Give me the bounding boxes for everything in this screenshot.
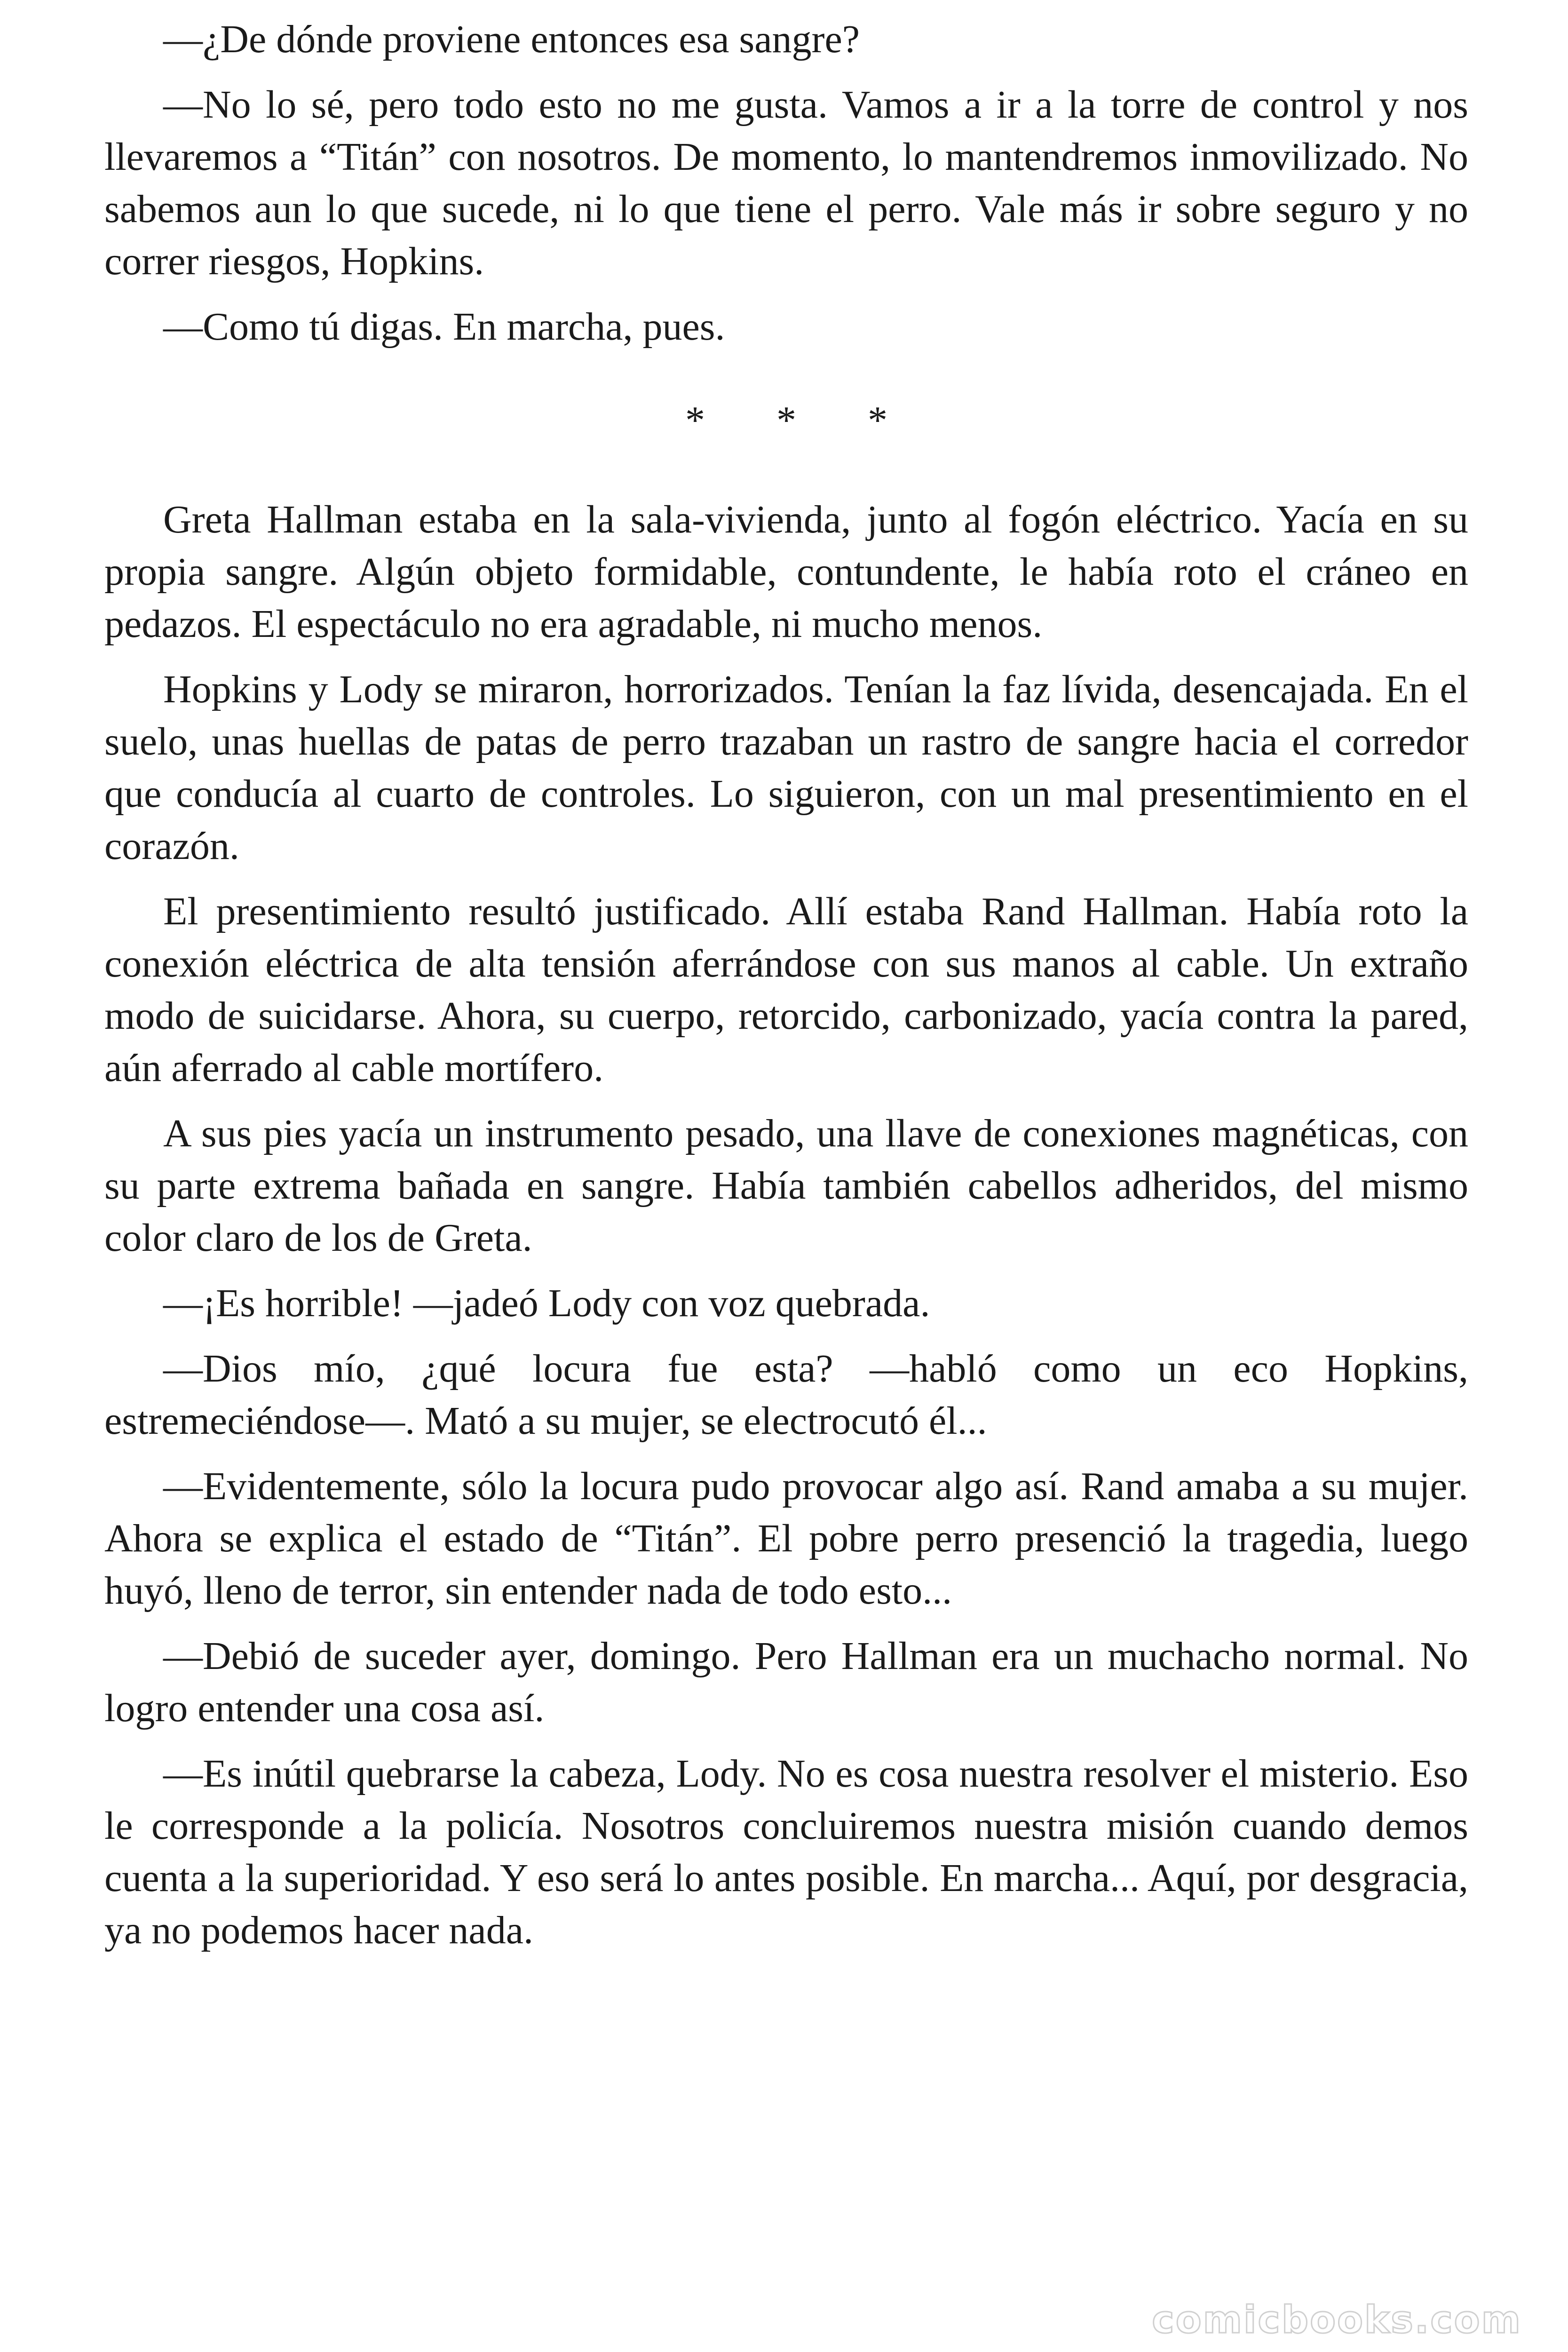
- page-body-text: [104, 13, 1468, 1970]
- paragraph: —Debió de suceder ayer, domingo. Pero Hallman era un muchacho normal. No logro entender una cosa así.: [104, 1634, 1468, 1730]
- paragraph: Hopkins y Lody se miraron, horrorizados. Tenían la faz lívida, desencajada. En el suelo, unas huellas de patas de perro trazaban un rastro de sangre hacia el corredor que conducía al cuarto de controles. Lo siguieron, con un mal presentimiento en el corazón.: [104, 667, 1468, 868]
- paragraph: —Como tú digas. En marcha, pues.: [163, 305, 725, 349]
- paragraph: —Es inútil quebrarse la cabeza, Lody. No es cosa nuestra resolver el misterio. Eso le corresponde a la policía. Nosotros concluiremos nuestra misión cuando demos cuenta a la superioridad. Y eso será lo antes posible. En marcha... Aquí, por desgracia, ya no podemos hacer nada.: [104, 1752, 1468, 1952]
- scene-break: [104, 394, 1468, 446]
- paragraph: —Evidentemente, sólo la locura pudo provocar algo así. Rand amaba a su mujer. Ahora se explica el estado de “Titán”. El pobre perro presenció la tragedia, luego huyó, lleno de terror, sin entender nada de todo esto...: [104, 1464, 1468, 1613]
- paragraph: —¡Es horrible! —jadeó Lody con voz quebrada.: [163, 1281, 930, 1325]
- paragraph: —¿De dónde proviene entonces esa sangre?: [163, 17, 860, 61]
- paragraph: El presentimiento resultó justificado. Allí estaba Rand Hallman. Había roto la conexión eléctrica de alta tensión aferrándose con sus manos al cable. Un extraño modo de suicidarse. Ahora, su cuerpo, retorcido, carbonizado, yacía contra la pared, aún aferrado al cable mortífero.: [104, 890, 1468, 1090]
- paragraph: —Dios mío, ¿qué locura fue esta? —habló como un eco Hopkins, estremeciéndose—. Mató a su mujer, se electrocutó él...: [104, 1347, 1468, 1443]
- paragraph: —No lo sé, pero todo esto no me gusta. Vamos a ir a la torre de control y nos llevaremos a “Titán” con nosotros. De momento, lo mantendremos inmovilizado. No sabemos aun lo que sucede, ni lo que tiene el perro. Vale más ir sobre seguro y no correr riesgos, Hopkins.: [104, 83, 1468, 283]
- site-watermark: comicbooks.com: [1152, 2298, 1522, 2342]
- scene-break-asterisk: *: [868, 398, 887, 442]
- paragraph: Greta Hallman estaba en la sala-vivienda, junto al fogón eléctrico. Yacía en su propia sangre. Algún objeto formidable, contundente, le había roto el cráneo en pedazos. El espectáculo no era agradable, ni mucho menos.: [104, 498, 1468, 646]
- scene-break-asterisk: *: [685, 398, 705, 442]
- paragraph: A sus pies yacía un instrumento pesado, una llave de conexiones magnéticas, con su parte extrema bañada en sangre. Había también cabellos adheridos, del mismo color claro de los de Greta.: [104, 1112, 1468, 1260]
- scene-break-asterisk: *: [776, 398, 796, 442]
